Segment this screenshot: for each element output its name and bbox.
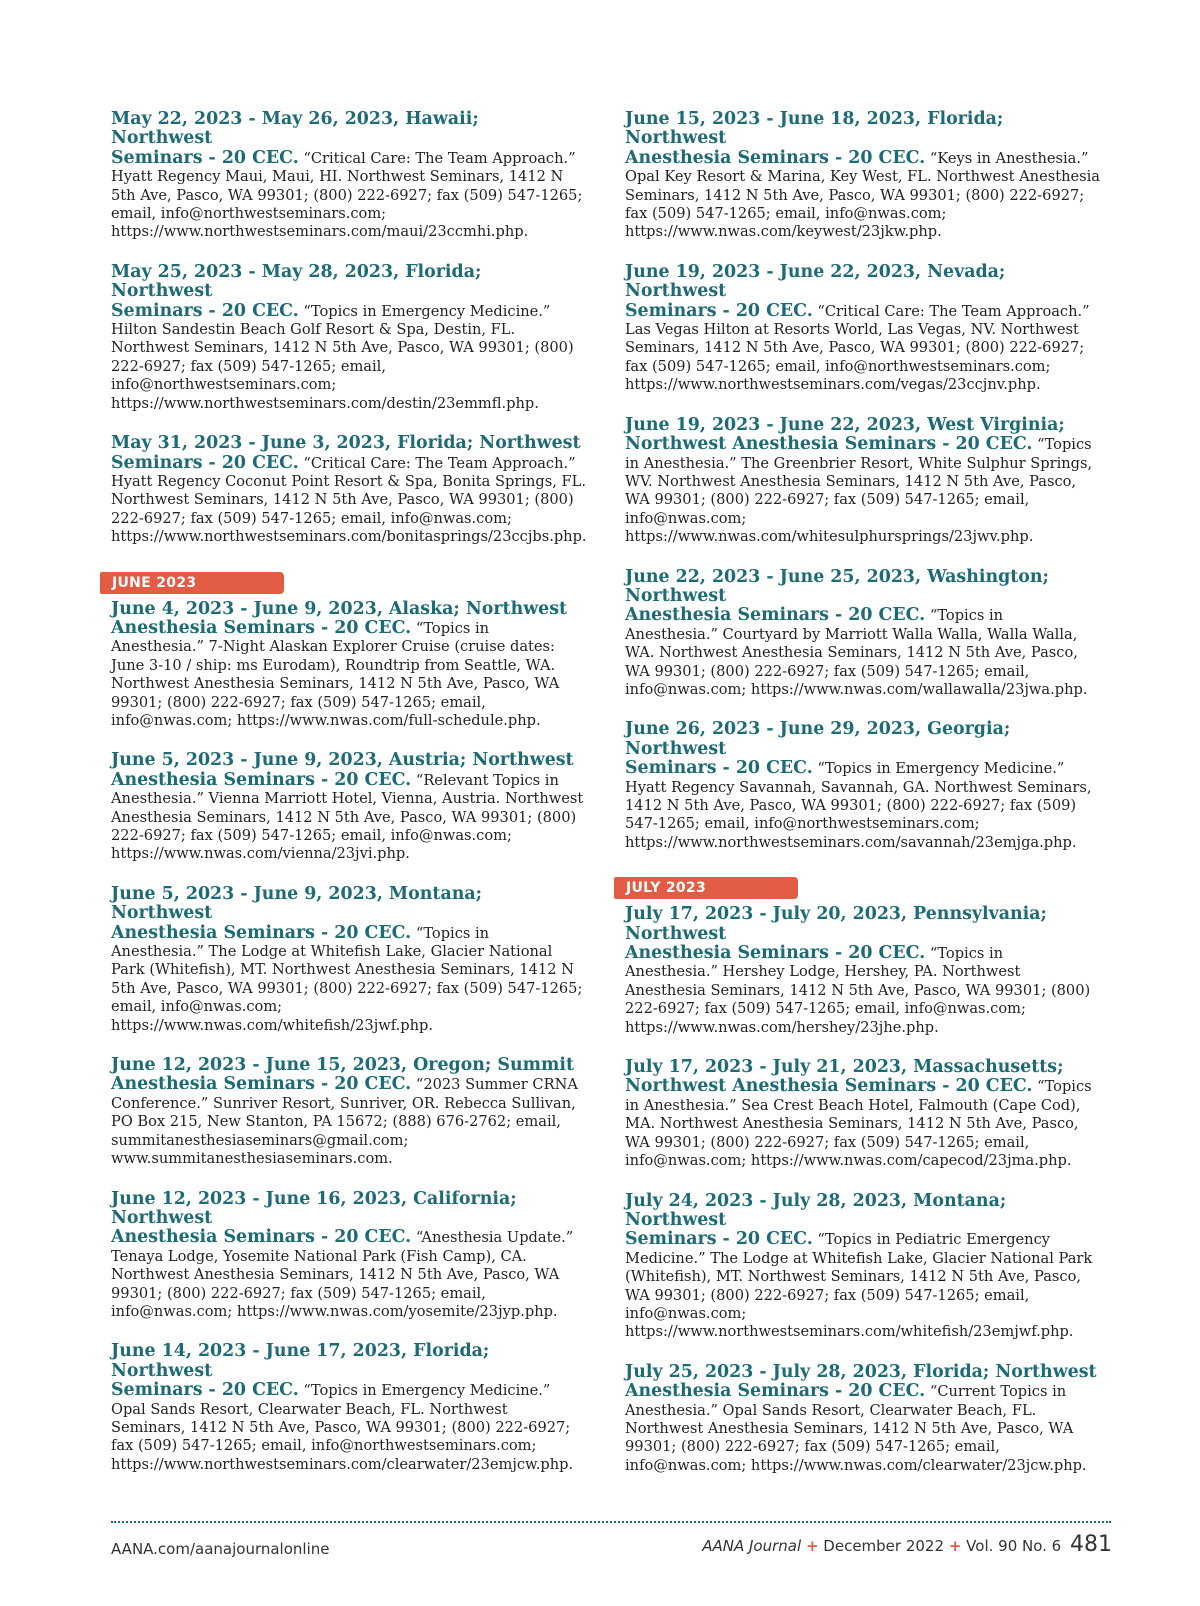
footer-divider bbox=[111, 1521, 1111, 1523]
event-text bbox=[111, 1056, 586, 1168]
event-details: “Topics in Anesthesia.” The Greenbrier Resort, White Sulphur Springs, WV. Northwest Anesthesia Seminars, 1412 N 5th Ave, Pasco, WA 99301; (800) 222-6927; fax (509) 547-1265; email, info@nwas.com; https://www.nwas.com/whitesulphursprings/23jwv.php. bbox=[625, 436, 1093, 546]
event-heading: June 5, 2023 - June 9, 2023, Montana; Northwest bbox=[111, 883, 483, 924]
event-text bbox=[625, 905, 1100, 1037]
event-text bbox=[111, 1190, 586, 1322]
event-details: “Topics in Anesthesia.” The Lodge at Whitefish Lake, Glacier National Park (Whitefish), MT. Northwest Anesthesia Seminars, 1412 N 5th Ave, Pasco, WA 99301; (800) 222-6927; fax (509) 547-1265; email, info@nwas.com; https://www.nwas.com/whitefish/23jwf.php. bbox=[111, 924, 583, 1034]
event-details: “Anesthesia Update.” Tenaya Lodge, Yosemite National Park (Fish Camp), CA. Northwest Anesthesia Seminars, 1412 N 5th Ave, Pasco, WA 99301; (800) 222-6927; fax (509) 547-1265; email, info@nwas.com; https://www.nwas.com/yosemite/23jyp.php. bbox=[111, 1229, 574, 1320]
volume-issue: Vol. 90 No. 6 bbox=[966, 1537, 1062, 1555]
event-sponsor-credit: Anesthesia Seminars - 20 CEC. bbox=[111, 617, 412, 638]
event-sponsor-credit: Anesthesia Seminars - 20 CEC. bbox=[625, 1381, 926, 1402]
event-details: “Topics in Anesthesia.” Hershey Lodge, Hershey, PA. Northwest Anesthesia Seminars, 1412 N 5th Ave, Pasco, WA 99301; (800) 222-6927; fax (509) 547-1265; email, info@nwas.com; https://www.nwas.com/hershey/23jhe.php. bbox=[625, 945, 1091, 1036]
event-listing bbox=[625, 110, 1100, 242]
event-listing bbox=[625, 1192, 1100, 1342]
event-sponsor-credit: Anesthesia Seminars - 20 CEC. bbox=[625, 147, 926, 168]
event-sponsor-credit: Anesthesia Seminars - 20 CEC. bbox=[625, 943, 926, 964]
footer-url[interactable]: AANA.com/aanajournalonline bbox=[111, 1540, 330, 1558]
event-listing bbox=[111, 1056, 586, 1168]
event-text bbox=[111, 1342, 586, 1474]
event-text bbox=[625, 416, 1100, 547]
event-listing bbox=[111, 1190, 586, 1322]
event-listing bbox=[625, 720, 1100, 852]
event-details: “Relevant Topics in Anesthesia.” Vienna Marriott Hotel, Vienna, Austria. Northwest Anesthesia Seminars, 1412 N 5th Ave, Pasco, WA 99301; (800) 222-6927; fax (509) 547-1265; email, info@nwas.com; https://www.nwas.com/vienna/23jvi.php. bbox=[111, 771, 584, 863]
event-heading: May 31, 2023 - June 3, 2023, Florida; Northwest bbox=[111, 433, 581, 454]
event-listing bbox=[111, 885, 586, 1035]
event-text bbox=[111, 434, 586, 546]
event-details: “Topics in Emergency Medicine.” Hyatt Regency Savannah, Savannah, GA. Northwest Seminars, 1412 N 5th Ave, Pasco, WA 99301; (800) 222-6927; fax (509) 547-1265; email, info@northwestseminars.com; https://www.northwestseminars.com/savannah/23emjga.php. bbox=[625, 760, 1092, 851]
event-text bbox=[625, 110, 1100, 242]
event-heading: July 25, 2023 - July 28, 2023, Florida; Northwest bbox=[625, 1361, 1097, 1382]
event-heading: June 22, 2023 - June 25, 2023, Washington; Northwest bbox=[625, 566, 1049, 606]
event-heading: July 24, 2023 - July 28, 2023, Montana; Northwest bbox=[625, 1190, 1007, 1230]
event-text bbox=[625, 1363, 1100, 1475]
event-sponsor-credit: Anesthesia Seminars - 20 CEC. bbox=[111, 769, 412, 790]
event-sponsor-credit: Seminars - 20 CEC. bbox=[111, 1380, 299, 1401]
left-column bbox=[111, 110, 586, 1495]
event-listing bbox=[625, 1363, 1100, 1475]
event-listing bbox=[111, 434, 586, 546]
plus-icon: + bbox=[805, 1537, 819, 1555]
event-heading: June 26, 2023 - June 29, 2023, Georgia; Northwest bbox=[625, 719, 1011, 759]
event-heading: June 15, 2023 - June 18, 2023, Florida; Northwest bbox=[625, 109, 1004, 149]
event-listing bbox=[625, 568, 1100, 700]
event-heading: June 4, 2023 - June 9, 2023, Alaska; Northwest bbox=[111, 598, 568, 619]
event-heading: June 12, 2023 - June 16, 2023, California; Northwest bbox=[111, 1188, 517, 1228]
event-heading: May 25, 2023 - May 28, 2023, Florida; Northwest bbox=[111, 261, 482, 302]
event-text bbox=[111, 110, 586, 242]
event-heading: May 22, 2023 - May 26, 2023, Hawaii; Northwest bbox=[111, 109, 479, 149]
event-details: “Topics in Anesthesia.” Sea Crest Beach Hotel, Falmouth (Cape Cod), MA. Northwest Anesthesia Seminars, 1412 N 5th Ave, Pasco, WA 99301; (800) 222-6927; fax (509) 547-1265; email, info@nwas.com; https://www.nwas.com/capecod/23jma.php. bbox=[625, 1078, 1092, 1170]
event-details: “Keys in Anesthesia.” Opal Key Resort & Marina, Key West, FL. Northwest Anesthesia Seminars, 1412 N 5th Ave, Pasco, WA 99301; (800) 222-6927; fax (509) 547-1265; email, info@nwas.com; https://www.nwas.com/keywest/23jkw.php. bbox=[625, 149, 1100, 241]
event-details: “Critical Care: The Team Approach.” Hyatt Regency Maui, Maui, HI. Northwest Seminars, 1412 N 5th Ave, Pasco, WA 99301; (800) 222-6927; fax (509) 547-1265; email, info@northwestseminars.com; https://www.northwestseminars.com/maui/23ccmhi.php. bbox=[111, 149, 583, 241]
event-listing bbox=[111, 263, 586, 413]
event-sponsor-credit: Seminars - 20 CEC. bbox=[625, 1229, 813, 1250]
month-banner: JUNE 2023 bbox=[100, 572, 284, 594]
event-listing bbox=[111, 600, 586, 731]
event-text bbox=[111, 600, 586, 731]
event-text bbox=[625, 1058, 1100, 1170]
footer-citation bbox=[702, 1532, 1112, 1557]
event-sponsor-credit: Seminars - 20 CEC. bbox=[625, 758, 813, 779]
event-details: “Topics in Pediatric Emergency Medicine.” The Lodge at Whitefish Lake, Glacier National Park (Whitefish), MT. Northwest Seminars, 1412 N 5th Ave, Pasco, WA 99301; (800) 222-6927; fax (509) 547-1265; email, info@nwas.com; https://www.northwestseminars.com/whitefish/23emjwf.php. bbox=[625, 1231, 1093, 1341]
event-text bbox=[111, 263, 586, 413]
event-listing bbox=[625, 263, 1100, 395]
event-heading: June 19, 2023 - June 22, 2023, West Virginia; bbox=[625, 414, 1065, 435]
event-heading: June 12, 2023 - June 15, 2023, Oregon; Summit bbox=[111, 1055, 575, 1076]
month-banner: JULY 2023 bbox=[614, 877, 798, 899]
event-sponsor-credit: Anesthesia Seminars - 20 CEC. bbox=[111, 922, 412, 943]
event-heading: July 17, 2023 - July 21, 2023, Massachusetts; bbox=[625, 1057, 1064, 1078]
event-listing bbox=[111, 1342, 586, 1474]
event-heading: June 19, 2023 - June 22, 2023, Nevada; Northwest bbox=[625, 261, 1006, 302]
event-details: “2023 Summer CRNA Conference.” Sunriver Resort, Sunriver, OR. Rebecca Sullivan, PO Box 215, New Stanton, PA 15672; (888) 676-2762; email, summitanesthesiaseminars@gmail.com; www.summitanesthesiaseminars.com. bbox=[111, 1076, 578, 1168]
event-sponsor-credit: Seminars - 20 CEC. bbox=[111, 300, 299, 321]
event-sponsor-credit: Northwest Anesthesia Seminars - 20 CEC. bbox=[625, 1076, 1033, 1097]
event-text bbox=[111, 885, 586, 1035]
event-sponsor-credit: Northwest Anesthesia Seminars - 20 CEC. bbox=[625, 434, 1033, 455]
event-listing bbox=[111, 751, 586, 863]
event-details: “Critical Care: The Team Approach.” Las Vegas Hilton at Resorts World, Las Vegas, NV. Northwest Seminars, 1412 N 5th Ave, Pasco, WA 99301; (800) 222-6927; fax (509) 547-1265; email, info@northwestseminars.com; https://www.northwestseminars.com/vegas/23ccjnv.php. bbox=[625, 302, 1090, 394]
event-text bbox=[625, 720, 1100, 852]
event-listing bbox=[625, 416, 1100, 547]
event-sponsor-credit: Anesthesia Seminars - 20 CEC. bbox=[111, 1074, 412, 1095]
event-sponsor-credit: Anesthesia Seminars - 20 CEC. bbox=[111, 1227, 412, 1248]
event-details: “Topics in Emergency Medicine.” Hilton Sandestin Beach Golf Resort & Spa, Destin, FL. Northwest Seminars, 1412 N 5th Ave, Pasco, WA 99301; (800) 222-6927; fax (509) 547-1265; email, info@northwestseminars.com; https://www.northwestseminars.com/destin/23emmfl.php. bbox=[111, 302, 574, 412]
event-listing bbox=[625, 905, 1100, 1037]
issue-date: December 2022 bbox=[823, 1537, 945, 1555]
event-sponsor-credit: Anesthesia Seminars - 20 CEC. bbox=[625, 605, 926, 626]
event-listing bbox=[625, 1058, 1100, 1170]
page-number: 481 bbox=[1070, 1532, 1112, 1557]
event-heading: July 17, 2023 - July 20, 2023, Pennsylvania; Northwest bbox=[625, 904, 1047, 944]
event-text bbox=[625, 263, 1100, 395]
plus-icon: + bbox=[948, 1537, 962, 1555]
event-text bbox=[625, 1192, 1100, 1342]
event-details: “Topics in Anesthesia.” Courtyard by Marriott Walla Walla, Walla Walla, WA. Northwest Anesthesia Seminars, 1412 N 5th Ave, Pasco, WA 99301; (800) 222-6927; fax (509) 547-1265; email, info@nwas.com; https://www.nwas.com/wallawalla/23jwa.php. bbox=[625, 607, 1088, 698]
event-details: “Critical Care: The Team Approach.” Hyatt Regency Coconut Point Resort & Spa, Bonita Springs, FL. Northwest Seminars, 1412 N 5th Ave, Pasco, WA 99301; (800) 222-6927; fax (509) 547-1265; email, info@nwas.com; https://www.northwestseminars.com/bonitasprings/23ccjbs.php. bbox=[111, 454, 587, 546]
event-sponsor-credit: Seminars - 20 CEC. bbox=[111, 147, 299, 168]
event-heading: June 5, 2023 - June 9, 2023, Austria; Northwest bbox=[111, 750, 574, 771]
event-text bbox=[111, 751, 586, 863]
journal-name: AANA Journal bbox=[702, 1537, 802, 1555]
event-details: “Current Topics in Anesthesia.” Opal Sands Resort, Clearwater Beach, FL. Northwest Anesthesia Seminars, 1412 N 5th Ave, Pasco, WA 99301; (800) 222-6927; fax (509) 547-1265; email, info@nwas.com; https://www.nwas.com/clearwater/23jcw.php. bbox=[625, 1383, 1087, 1474]
event-heading: June 14, 2023 - June 17, 2023, Florida; Northwest bbox=[111, 1341, 490, 1381]
event-details: “Topics in Emergency Medicine.” Opal Sands Resort, Clearwater Beach, FL. Northwest Seminars, 1412 N 5th Ave, Pasco, WA 99301; (800) 222-6927; fax (509) 547-1265; email, info@northwestseminars.com; https://www.northwestseminars.com/clearwater/23emjcw.php. bbox=[111, 1382, 574, 1473]
right-column bbox=[625, 110, 1100, 1496]
event-sponsor-credit: Seminars - 20 CEC. bbox=[625, 300, 813, 321]
event-listing bbox=[111, 110, 586, 242]
event-details: “Topics in Anesthesia.” 7-Night Alaskan Explorer Cruise (cruise dates: June 3-10 / ship: ms Eurodam), Roundtrip from Seattle, WA. Northwest Anesthesia Seminars, 1412 N 5th Ave, Pasco, WA 99301; (800) 222-6927; fax (509) 547-1265; email, info@nwas.com; https://www.nwas.com/full-schedule.php. bbox=[111, 619, 560, 729]
event-text bbox=[625, 568, 1100, 700]
event-sponsor-credit: Seminars - 20 CEC. bbox=[111, 452, 299, 473]
